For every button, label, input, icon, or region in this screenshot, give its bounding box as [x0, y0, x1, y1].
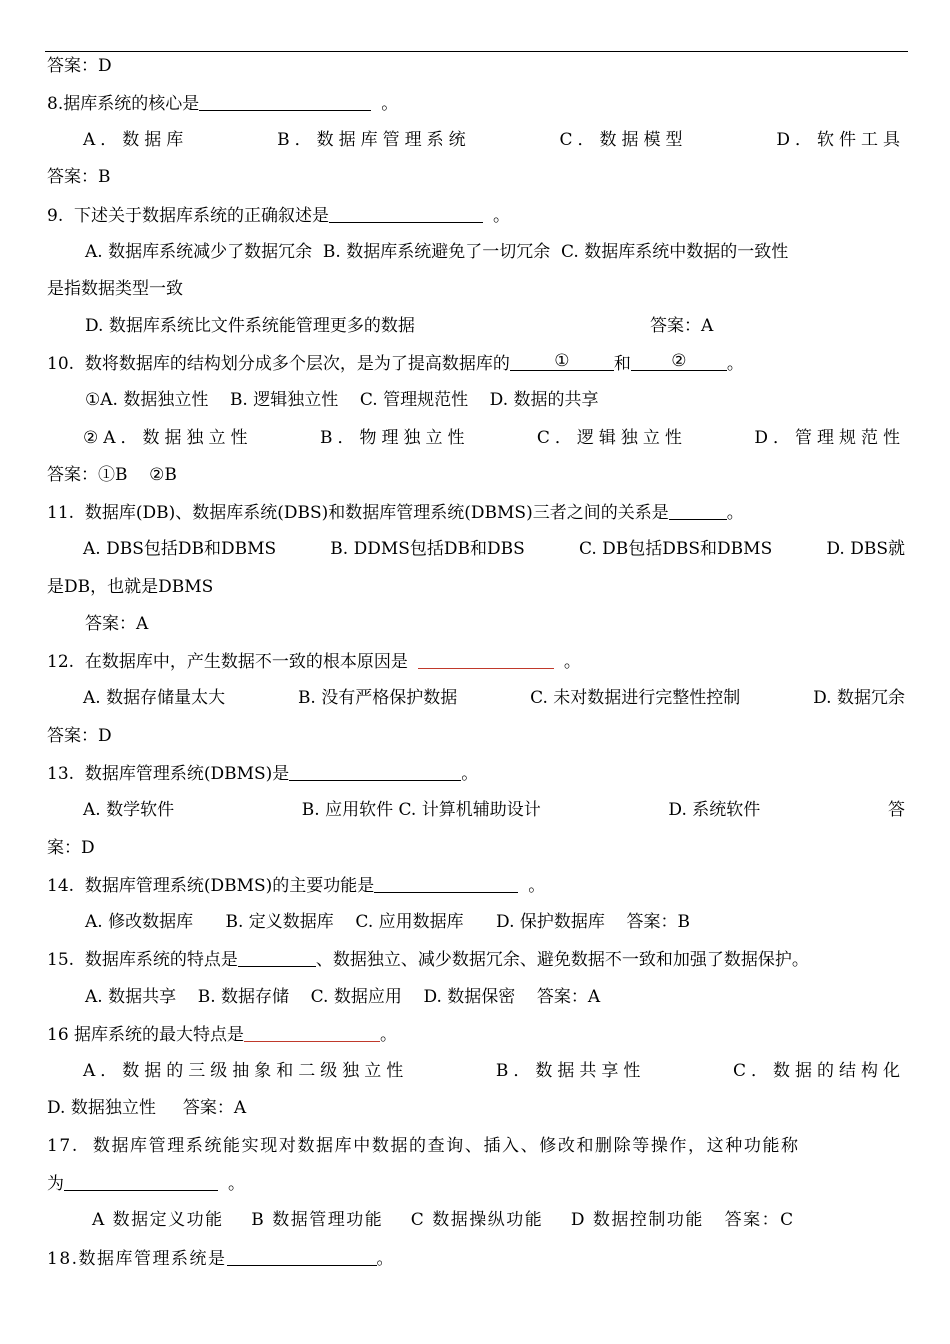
answer-line: 答案：A [650, 316, 714, 336]
answer-blank[interactable] [418, 652, 554, 669]
question-11: 11. 数据库(DB)、数据库系统(DBS)和数据库管理系统(DBMS)三者之间的关系是 。 [47, 503, 744, 523]
answer-line: 案：D [47, 838, 95, 858]
answer-blank[interactable] [244, 1025, 380, 1042]
question-10: 10. 数将数据库的结构划分成多个层次，是为了提高数据库的 ① 和 ② 。 [47, 351, 744, 374]
question-17-cont: 为 。 [47, 1174, 245, 1194]
answer-blank-1[interactable]: ① [510, 354, 614, 371]
answer-line: 答案：A [85, 614, 149, 634]
question-9: 9. 下述关于数据库系统的正确叙述是 。 [47, 206, 511, 226]
answer-line: 答案：D [47, 726, 112, 746]
answer-line: 答案：①B ②B [47, 465, 177, 485]
question-10-options-1: ①A. 数据独立性 B. 逻辑独立性 C. 管理规范性 D. 数据的共享 [85, 390, 599, 410]
question-9-options-cont: 是指数据类型一致 [47, 279, 183, 299]
header-rule [45, 51, 908, 52]
question-12: 12. 在数据库中，产生数据不一致的根本原因是 。 [47, 652, 581, 672]
question-14-options: A. 修改数据库 B. 定义数据库 C. 应用数据库 D. 保护数据库 答案：B [85, 912, 690, 932]
question-9-options: A. 数据库系统减少了数据冗余 B. 数据库系统避免了一切冗余 C. 数据库系统中数据的一致性 [85, 242, 789, 262]
answer-blank[interactable] [669, 503, 727, 520]
answer-blank[interactable] [227, 1249, 377, 1266]
question-16: 16 据库系统的最大特点是 。 [47, 1025, 398, 1045]
question-8-options: A．数据库 B．数据库管理系统 C．数据模型 D．软件工具 [83, 130, 905, 150]
question-15-options: A. 数据共享 B. 数据存储 C. 数据应用 D. 数据保密 答案：A [85, 987, 601, 1007]
answer-line: 答案：D [47, 56, 112, 76]
question-16-options-cont: D. 数据独立性 答案：A [47, 1098, 247, 1118]
question-16-options: A．数据的三级抽象和二级独立性 B．数据共享性 C．数据的结构化 [83, 1061, 905, 1081]
answer-blank[interactable] [64, 1174, 218, 1191]
question-17-options: A 数据定义功能 B 数据管理功能 C 数据操纵功能 D 数据控制功能 答案：C [92, 1210, 795, 1230]
answer-line: 答案：B [47, 167, 111, 187]
question-15: 15. 数据库系统的特点是 、数据独立、减少数据冗余、避免数据不一致和加强了数据保护。 [47, 950, 809, 970]
question-18: 18.数据库管理系统是 。 [47, 1249, 396, 1269]
question-12-options: A. 数据存储量太大 B. 没有严格保护数据 C. 未对数据进行完整性控制 D. 数据冗余 [83, 688, 905, 708]
question-11-options-cont: 是DB，也就是DBMS [47, 577, 214, 597]
question-8: 8.据库系统的核心是 。 [47, 94, 399, 114]
answer-blank[interactable] [329, 206, 483, 223]
answer-blank[interactable] [238, 950, 316, 967]
question-9-option-d: D. 数据库系统比文件系统能管理更多的数据 [85, 316, 415, 336]
question-11-options: A. DBS包括DB和DBMS B. DDMS包括DB和DBS C. DB包括DBS和DBMS D. DBS就 [83, 539, 905, 559]
question-13: 13. 数据库管理系统(DBMS)是 。 [47, 764, 479, 784]
answer-blank[interactable] [374, 876, 518, 893]
answer-blank[interactable] [199, 94, 371, 111]
answer-blank-2[interactable]: ② [631, 354, 727, 371]
question-17: 17. 数据库管理系统能实现对数据库中数据的查询、插入、修改和删除等操作，这种功能称 [47, 1136, 800, 1156]
question-14: 14. 数据库管理系统(DBMS)的主要功能是 。 [47, 876, 546, 896]
question-10-options-2: ②A．数据独立性 B．物理独立性 C．逻辑独立性 D．管理规范性 [83, 428, 905, 448]
answer-blank[interactable] [289, 764, 461, 781]
question-13-options: A. 数学软件 B. 应用软件 C. 计算机辅助设计 D. 系统软件 答 [83, 800, 905, 820]
